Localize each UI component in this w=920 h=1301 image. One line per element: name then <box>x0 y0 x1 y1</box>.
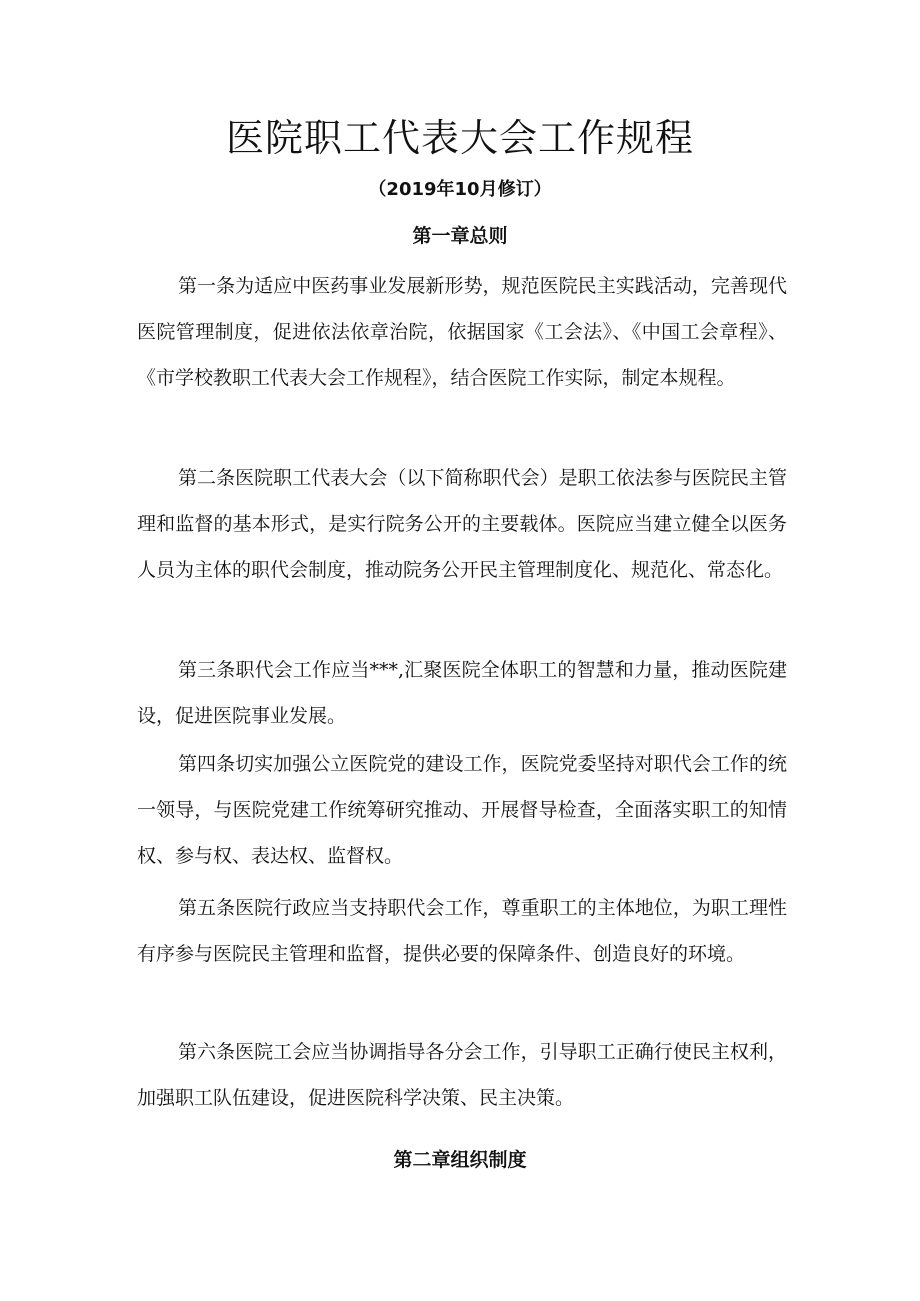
chapter-heading-2: 第二章组织制度 <box>393 1149 527 1171</box>
article-3: 第三条职代会工作应当***,汇聚医院全体职工的智慧和力量，推动医院建设，促进医院事业发展。 <box>137 659 787 727</box>
article-6: 第六条医院工会应当协调指导各分会工作，引导职工正确行使民主权利，加强职工队伍建设，促进医院科学决策、民主决策。 <box>137 1041 787 1109</box>
article-5: 第五条医院行政应当支持职代会工作，尊重职工的主体地位，为职工理性有序参与医院民主管理和监督，提供必要的保障条件、创造良好的环境。 <box>137 897 787 965</box>
article-4: 第四条切实加强公立医院党的建设工作，医院党委坚持对职代会工作的统一领导，与医院党建工作统筹研究推动、开展督导检查，全面落实职工的知情权、参与权、表达权、监督权。 <box>137 753 787 867</box>
article-1: 第一条为适应中医药事业发展新形势，规范医院民主实践活动，完善现代医院管理制度，促进依法依章治院，依据国家《工会法》、《中国工会章程》、《市学校教职工代表大会工作规程》，结合医院工作实际，制定本规程。 <box>137 275 787 389</box>
revision-note: （2019年10月修订） <box>368 179 552 200</box>
document-title: 医院职工代表大会工作规程 <box>225 116 694 160</box>
chapter-heading-1: 第一章总则 <box>412 225 508 247</box>
article-2: 第二条医院职工代表大会（以下简称职代会）是职工依法参与医院民主管理和监督的基本形式，是实行院务公开的主要载体。医院应当建立健全以医务人员为主体的职代会制度，推动院务公开民主管理制度化、规范化、常态化。 <box>137 467 787 581</box>
